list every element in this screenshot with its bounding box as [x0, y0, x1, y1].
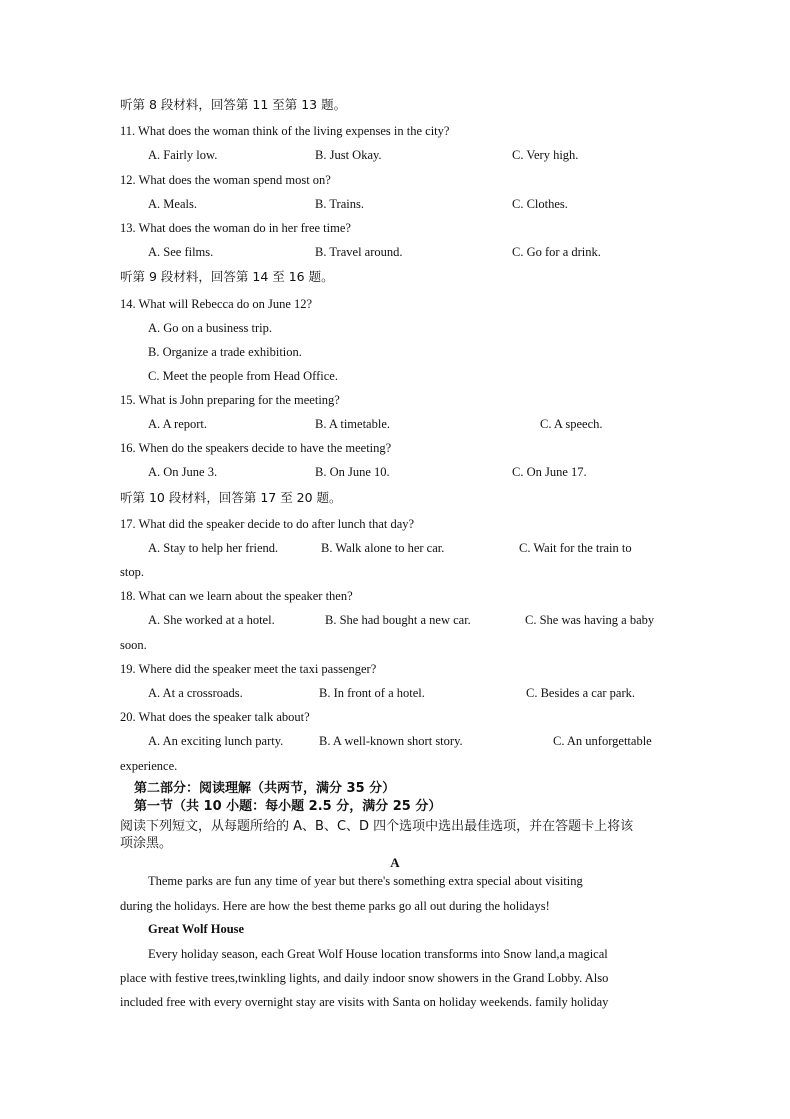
q20-option-b: B. A well-known short story.	[319, 734, 463, 748]
q17-continuation: stop.	[120, 565, 144, 579]
question-14: 14. What will Rebecca do on June 12?	[120, 297, 313, 311]
q13-option-c: C. Go for a drink.	[512, 245, 601, 259]
section-heading-9: 听第 9 段材料，回答第 14 至 16 题。	[120, 269, 334, 284]
passage-label: A	[390, 855, 400, 870]
q12-option-c: C. Clothes.	[512, 197, 568, 211]
q11-option-a: A. Fairly low.	[148, 148, 218, 162]
q18-continuation: soon.	[120, 638, 147, 652]
q15-option-c: C. A speech.	[540, 417, 603, 431]
q18-option-c: C. She was having a baby	[525, 613, 655, 627]
question-20: 20. What does the speaker talk about?	[120, 710, 310, 724]
para1-line1: Theme parks are fun any time of year but there's something extra special about visiting	[148, 874, 583, 888]
question-17: 17. What did the speaker decide to do after lunch that day?	[120, 517, 415, 531]
part2-instruction-line2: 项涂黑。	[120, 836, 173, 851]
q20-option-a: A. An exciting lunch party.	[148, 734, 284, 748]
q15-option-a: A. A report.	[148, 417, 208, 431]
q18-option-b: B. She had bought a new car.	[325, 613, 471, 627]
question-13: 13. What does the woman do in her free time?	[120, 221, 351, 235]
section-heading-8: 听第 8 段材料，回答第 11 至第 13 题。	[120, 97, 347, 112]
part2-title: 第二部分：阅读理解（共两节，满分 35 分）	[134, 781, 396, 796]
q15-option-b: B. A timetable.	[315, 417, 390, 431]
part2-section1: 第一节（共 10 小题：每小题 2.5 分，满分 25 分）	[134, 799, 442, 814]
question-16: 16. When do the speakers decide to have the meeting?	[120, 441, 392, 455]
q13-option-b: B. Travel around.	[315, 245, 403, 259]
para1-line2: during the holidays. Here are how the best theme parks go all out during the holidays!	[120, 899, 550, 913]
part2-instruction-line1: 阅读下列短文，从每题所给的 A、B、C、D 四个选项中选出最佳选项，并在答题卡上将该	[120, 819, 634, 834]
q20-option-c: C. An unforgettable	[553, 734, 652, 748]
q13-option-a: A. See films.	[148, 245, 214, 259]
q16-option-a: A. On June 3.	[148, 465, 218, 479]
para2-line1: Every holiday season, each Great Wolf House location transforms into Snow land,a magical	[148, 947, 608, 961]
subheading-great-wolf-house: Great Wolf House	[148, 922, 245, 936]
q17-option-b: B. Walk alone to her car.	[321, 541, 445, 555]
q19-option-a: A. At a crossroads.	[148, 686, 243, 700]
q17-option-a: A. Stay to help her friend.	[148, 541, 279, 555]
q20-continuation: experience.	[120, 759, 178, 773]
question-15: 15. What is John preparing for the meeting?	[120, 393, 340, 407]
para2-line3: included free with every overnight stay are visits with Santa on holiday weekends. family holiday	[120, 995, 609, 1009]
para2-line2: place with festive trees,twinkling lights, and daily indoor snow showers in the Grand Lobby. Also	[120, 971, 609, 985]
q16-option-b: B. On June 10.	[315, 465, 390, 479]
question-12: 12. What does the woman spend most on?	[120, 173, 331, 187]
q19-option-c: C. Besides a car park.	[526, 686, 635, 700]
section-heading-10: 听第 10 段材料，回答第 17 至 20 题。	[120, 490, 342, 505]
q19-option-b: B. In front of a hotel.	[319, 686, 425, 700]
q12-option-b: B. Trains.	[315, 197, 364, 211]
q16-option-c: C. On June 17.	[512, 465, 587, 479]
q11-option-c: C. Very high.	[512, 148, 579, 162]
question-19: 19. Where did the speaker meet the taxi passenger?	[120, 662, 377, 676]
q17-option-c: C. Wait for the train to	[519, 541, 632, 555]
question-18: 18. What can we learn about the speaker then?	[120, 589, 353, 603]
q18-option-a: A. She worked at a hotel.	[148, 613, 275, 627]
q14-option-a: A. Go on a business trip.	[148, 321, 272, 335]
q12-option-a: A. Meals.	[148, 197, 197, 211]
q14-option-b: B. Organize a trade exhibition.	[148, 345, 302, 359]
q11-option-b: B. Just Okay.	[315, 148, 382, 162]
question-11: 11. What does the woman think of the living expenses in the city?	[120, 124, 450, 138]
q14-option-c: C. Meet the people from Head Office.	[148, 369, 338, 383]
